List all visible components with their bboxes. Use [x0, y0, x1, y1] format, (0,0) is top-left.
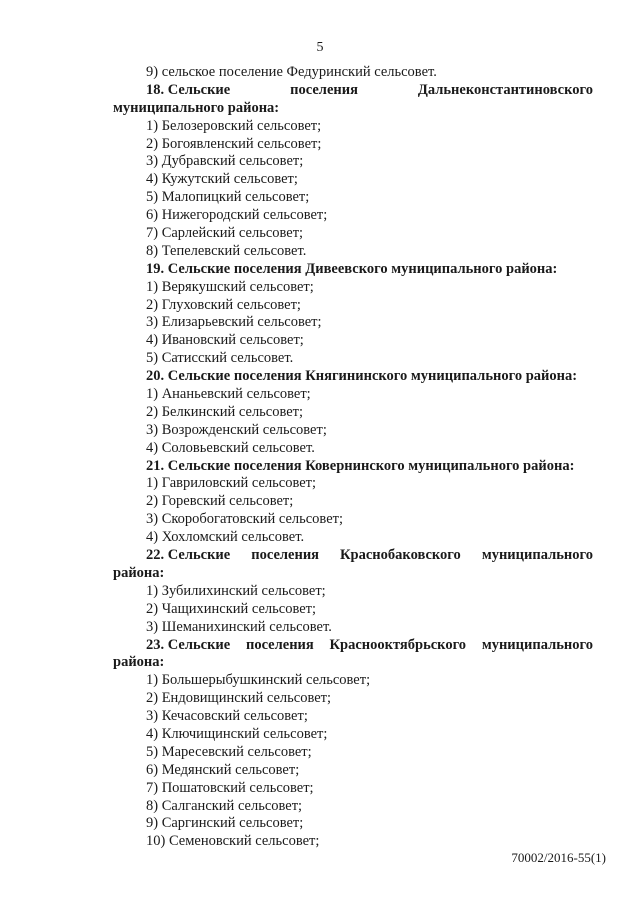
list-item: 1) Ананьевский сельсовет; — [146, 386, 311, 403]
list-item: 1) Белозеровский сельсовет; — [146, 117, 322, 134]
section-22-heading — [113, 547, 593, 565]
section-18-heading-cont: муниципального района: — [113, 99, 280, 116]
page-number: 5 — [316, 40, 324, 55]
list-item: 7) Сарлейский сельсовет; — [146, 225, 304, 242]
list-item: 5) Сатисский сельсовет. — [146, 350, 294, 367]
list-item: 1) Зубилихинский сельсовет; — [146, 582, 326, 599]
section-20-heading: 20. Сельские поселения Княгининского муниципального района: — [146, 368, 578, 385]
list-item: 6) Нижегородский сельсовет; — [146, 207, 328, 224]
list-item: 2) Глуховский сельсовет; — [146, 296, 301, 313]
list-item: 3) Шеманихинский сельсовет. — [146, 618, 332, 635]
list-item: 6) Медянский сельсовет; — [146, 761, 300, 778]
list-item: 4) Кужутский сельсовет; — [146, 171, 298, 188]
list-item: 10) Семеновский сельсовет; — [146, 833, 320, 850]
list-item: 8) Салганский сельсовет; — [146, 797, 303, 814]
heading-word: Краснобаковского — [340, 547, 461, 564]
heading-word: поселения — [290, 81, 358, 98]
heading-word: поселения — [251, 547, 320, 564]
list-item: 4) Ивановский сельсовет; — [146, 332, 304, 349]
section-18-heading — [113, 82, 593, 100]
list-item: 3) Елизарьевский сельсовет; — [146, 314, 322, 331]
list-item: 4) Хохломский сельсовет. — [146, 529, 305, 546]
list-item: 7) Пошатовский сельсовет; — [146, 779, 314, 796]
document-body — [113, 64, 593, 851]
heading-word: 22. Сельские — [146, 547, 231, 564]
list-item: 2) Чащихинский сельсовет; — [146, 600, 317, 617]
document-code: 70002/2016-55(1) — [511, 850, 606, 865]
section-22-heading-cont: района: — [113, 564, 165, 581]
section-23-heading-cont: района: — [113, 654, 165, 671]
heading-word: поселения — [245, 636, 314, 653]
heading-word: муниципального — [481, 547, 593, 564]
section-21-heading: 21. Сельские поселения Ковернинского муниципального района: — [146, 457, 575, 474]
list-item: 3) Дубравский сельсовет; — [146, 153, 304, 170]
heading-word: 18. Сельские — [146, 81, 231, 98]
heading-word: Дальнеконстантиновского — [417, 81, 593, 98]
heading-word: 23. Сельские — [146, 636, 231, 653]
list-item: 5) Малопицкий сельсовет; — [146, 189, 310, 206]
list-item: 3) Скоробогатовский сельсовет; — [146, 511, 343, 528]
heading-word: Краснооктябрьского — [329, 636, 467, 653]
list-item: 3) Кечасовский сельсовет; — [146, 708, 308, 725]
list-item: 8) Тепелевский сельсовет. — [146, 242, 307, 259]
heading-word: муниципального — [481, 636, 593, 653]
list-item: 4) Соловьевский сельсовет. — [146, 439, 315, 456]
list-item: 3) Возрожденский сельсовет; — [146, 421, 327, 438]
section-23-heading — [113, 637, 593, 655]
list-item: 9) сельское поселение Федуринский сельсовет. — [146, 64, 437, 80]
list-item: 1) Верякушский сельсовет; — [146, 278, 314, 295]
list-item: 1) Большерыбушкинский сельсовет; — [146, 672, 371, 689]
list-item: 2) Богоявленский сельсовет; — [146, 135, 322, 152]
list-item: 9) Саргинский сельсовет; — [146, 815, 304, 832]
list-item: 2) Белкинский сельсовет; — [146, 403, 304, 420]
list-item: 4) Ключищинский сельсовет; — [146, 725, 328, 742]
list-item: 5) Маресевский сельсовет; — [146, 743, 312, 760]
section-19-heading: 19. Сельские поселения Дивеевского муниципального района: — [146, 260, 558, 277]
list-item: 2) Ендовищинский сельсовет; — [146, 690, 332, 707]
list-item: 2) Горевский сельсовет; — [146, 493, 294, 510]
list-item: 1) Гавриловский сельсовет; — [146, 475, 317, 492]
